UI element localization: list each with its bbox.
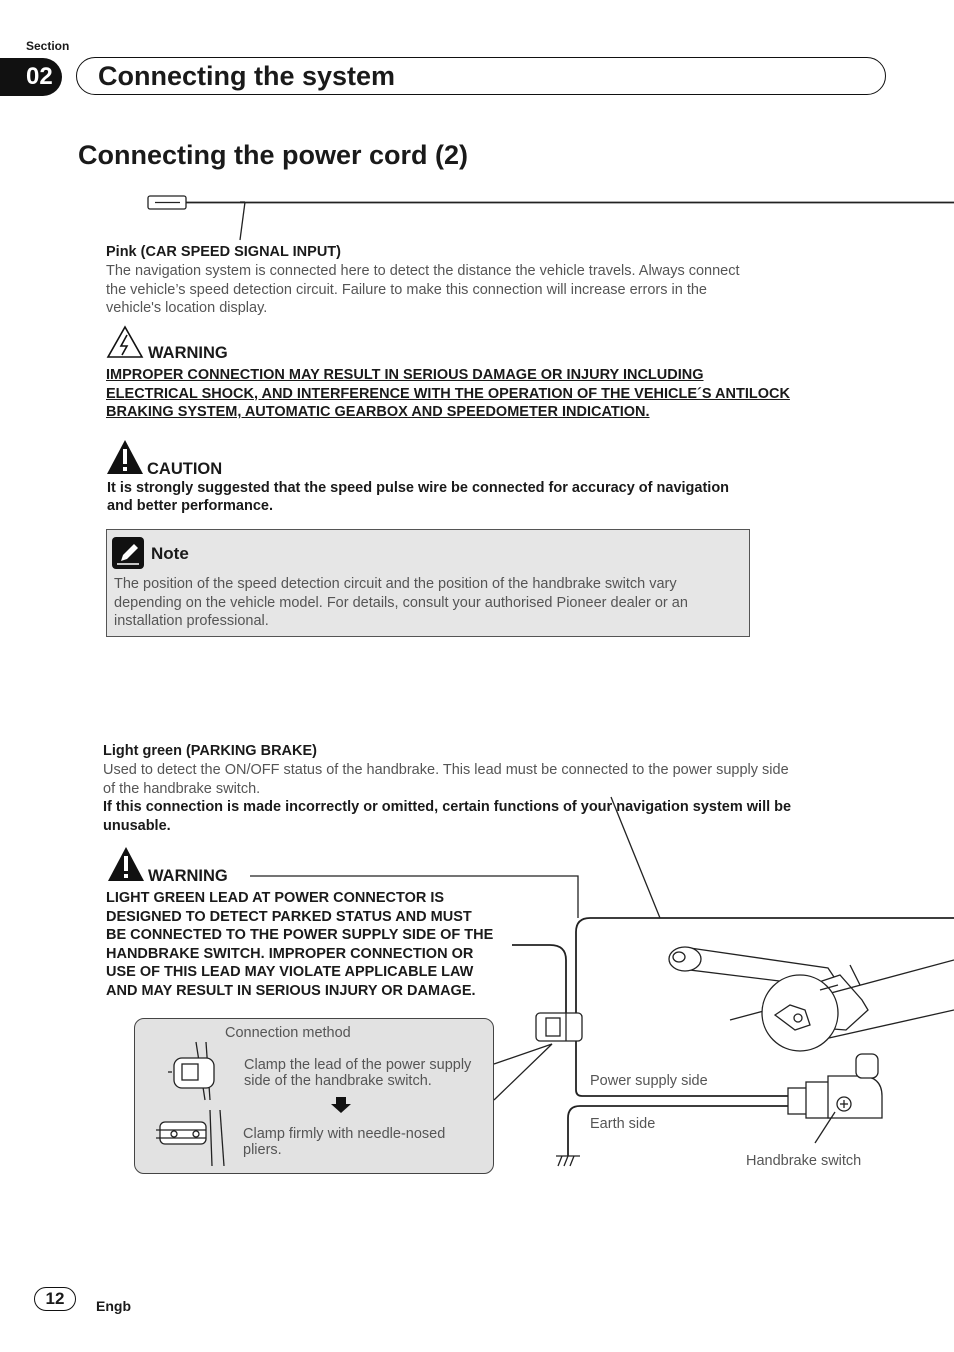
page-number: 12 (34, 1287, 76, 1311)
text-line: vehicle's location display. (106, 300, 268, 316)
note-title: Note (151, 544, 189, 563)
handbrake-switch-drawing (788, 1054, 882, 1143)
pliers-icon (156, 1110, 224, 1166)
text-line: installation professional. (114, 613, 269, 629)
section-number-badge: 02 (0, 58, 62, 96)
connection-method-title: Connection method (225, 1025, 351, 1041)
leader-line (611, 797, 660, 918)
text-line: BE CONNECTED TO THE POWER SUPPLY SIDE OF THE (106, 927, 494, 943)
pink-lead-connector (148, 196, 954, 240)
power-supply-side-label: Power supply side (590, 1073, 708, 1089)
section-label: Section (26, 39, 70, 53)
light-green-lead-label: Light green (PARKING BRAKE) (103, 743, 318, 759)
text-line: It is strongly suggested that the speed pulse wire be connected for accuracy of navigation (107, 480, 730, 496)
text-line: Clamp firmly with needle-nosed (243, 1126, 446, 1142)
warning-bracket (250, 876, 578, 918)
text-line: side of the handbrake switch. (244, 1073, 432, 1089)
caution-title: CAUTION (147, 460, 223, 478)
page-title: Connecting the power cord (2) (78, 140, 469, 170)
language-code: Engb (96, 1298, 131, 1314)
section-title: Connecting the system (98, 61, 396, 91)
tap-connector (536, 1013, 582, 1041)
text-line: USE OF THIS LEAD MAY VIOLATE APPLICABLE LAW (106, 964, 474, 980)
text-line: and better performance. (107, 497, 273, 514)
earth-side-label: Earth side (590, 1116, 656, 1132)
text-line: AND MAY RESULT IN SERIOUS INJURY OR DAMAGE. (106, 982, 476, 999)
earth-wire (568, 1106, 800, 1156)
text-line: Clamp the lead of the power supply (244, 1057, 472, 1073)
text-line: DESIGNED TO DETECT PARKED STATUS AND MUST (106, 908, 472, 925)
text-line: If this connection is made incorrectly or omitted, certain functions of your navigation system will be (103, 799, 792, 815)
callout-pointer (494, 1044, 552, 1100)
text-line: LIGHT GREEN LEAD AT POWER CONNECTOR IS (106, 890, 445, 906)
text-line: depending on the vehicle model. For details, consult your authorised Pioneer dealer or an (114, 594, 688, 611)
text-line: Used to detect the ON/OFF status of the handbrake. This lead must be connected to the power supply side (103, 762, 789, 778)
text-line: The navigation system is connected here to detect the distance the vehicle travels. Always connect (106, 263, 740, 279)
text-line: The position of the speed detection circuit and the position of the handbrake switch vary (114, 576, 677, 592)
text-line: IMPROPER CONNECTION MAY RESULT IN SERIOUS DAMAGE OR INJURY INCLUDING (106, 367, 704, 383)
text-line: unusable. (103, 817, 171, 834)
text-line: ELECTRICAL SHOCK, AND INTERFERENCE WITH THE OPERATION OF THE VEHICLE´S ANTILOCK (106, 385, 790, 402)
clamp-wire-icon (168, 1042, 214, 1100)
arrow-down-icon (331, 1097, 351, 1113)
text-line: HANDBRAKE SWITCH. IMPROPER CONNECTION OR (106, 945, 474, 962)
text-line: pliers. (243, 1142, 282, 1158)
handbrake-switch-label: Handbrake switch (746, 1153, 862, 1169)
handbrake-lever-drawing (669, 947, 954, 1051)
warning-title: WARNING (148, 344, 228, 362)
pink-lead-label: Pink (CAR SPEED SIGNAL INPUT) (106, 244, 341, 260)
warning-title: WARNING (148, 867, 228, 885)
power-supply-wire (576, 1041, 800, 1096)
text-line: of the handbrake switch. (103, 780, 261, 797)
text-line: the vehicle’s speed detection circuit. Failure to make this connection will increase errors in the (106, 281, 707, 298)
text-line: BRAKING SYSTEM, AUTOMATIC GEARBOX AND SPEEDOMETER INDICATION. (106, 404, 650, 420)
ground-symbol (556, 1156, 580, 1166)
